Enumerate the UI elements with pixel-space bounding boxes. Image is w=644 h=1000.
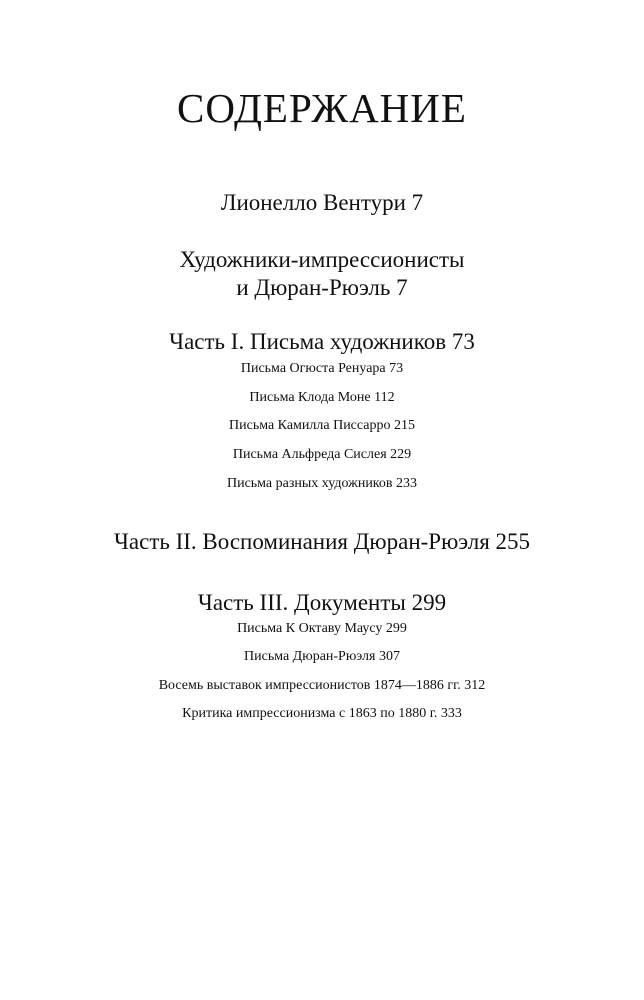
- toc-subentry: Критика импрессионизма с 1863 по 1880 г. 333: [182, 706, 462, 721]
- toc-subentry: Письма Клода Моне 112: [249, 390, 395, 405]
- toc-subentry: Письма Огюста Ренуара 73: [240, 361, 404, 376]
- toc-entry-artists-line-2: и Дюран-Рюэль 7: [236, 275, 408, 300]
- toc-part-3-heading: Часть III. Документы 299: [197, 590, 447, 615]
- toc-entry-artists-line-1: Художники-импрессионисты: [179, 247, 465, 272]
- page-title: СОДЕРЖАНИЕ: [177, 85, 467, 131]
- toc-entry-venturi: Лионелло Вентури 7: [220, 190, 424, 215]
- toc-part-1-heading: Часть I. Письма художников 73: [169, 329, 475, 354]
- toc-subentry: Письма К Октаву Маусу 299: [237, 621, 407, 636]
- toc-part-2-heading: Часть II. Воспоминания Дюран-Рюэля 255: [113, 529, 531, 554]
- toc-subentry: Письма Камилла Писсарро 215: [229, 418, 415, 433]
- toc-subentry: Письма Альфреда Сислея 229: [232, 447, 412, 462]
- toc-subentry: Письма разных художников 233: [226, 476, 418, 491]
- toc-subentry: Восемь выставок импрессионистов 1874—1886 гг. 312: [158, 678, 486, 693]
- toc-subentry: Письма Дюран-Рюэля 307: [244, 649, 400, 664]
